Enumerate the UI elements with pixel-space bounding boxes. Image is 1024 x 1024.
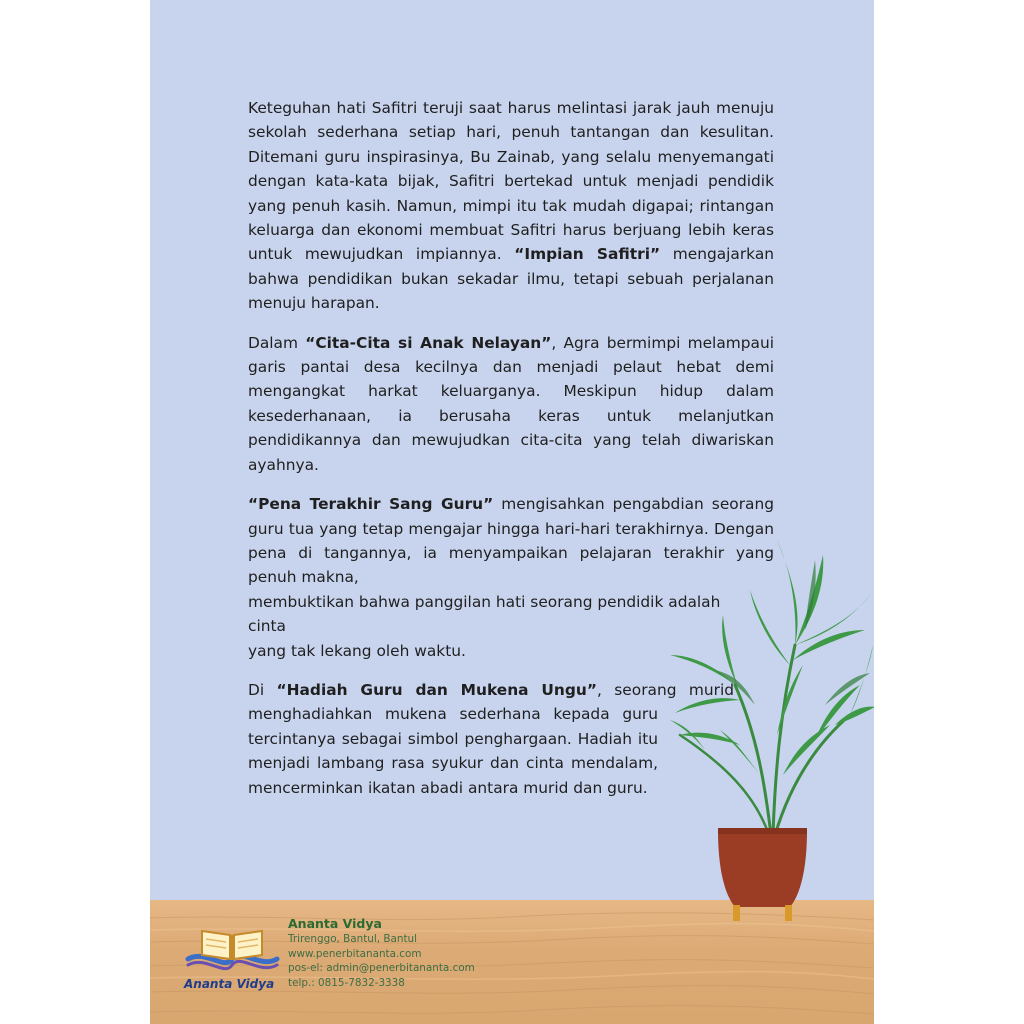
publisher-email: pos-el: admin@penerbitananta.com [288,962,475,974]
potted-palm-illustration [665,535,874,925]
logo-wordmark: Ananta Vidya [184,977,275,991]
publisher-phone: telp.: 0815-7832-3338 [288,976,405,989]
publisher-website: www.penerbitananta.com [288,947,422,960]
pot [718,828,807,921]
paragraph-cita-cita: Dalam “Cita-Cita si Anak Nelayan”, Agra bermimpi melampaui garis pantai desa kecilnya dan menjadi pelaut hebat demi mengangkat harkat keluarganya. Meskipun hidup dalam kesederhanaan, ia berusaha keras untuk melanjutkan pendidikannya dan mewujudkan cita-cita yang telah diwariskan ayahnya. [248,333,774,474]
publisher-name: Ananta Vidya [288,916,382,931]
back-cover [150,0,874,1024]
paragraph-hadiah-guru: Di “Hadiah Guru dan Mukena Ungu”, seorang murid menghadiahkan mukena sederhana kepada guru tercintanya sebagai simbol penghargaan. Hadiah itu menjadi lambang rasa syukur dan cinta mendalam, mencerminkan ikatan abadi antara murid dan guru. [248,680,734,797]
paragraph-pena-terakhir: “Pena Terakhir Sang Guru” mengisahkan pengabdian seorang guru tua yang tetap mengajar hingga hari-hari terakhirnya. Dengan pena di tangannya, ia menyampaikan pelajaran terakhir yang penuh makna, membuktikan bahwa panggilan hati seorang pendidik adalah cinta yang tak lekang oleh waktu. [248,495,774,660]
publisher-info [288,915,475,990]
paragraph-impian-safitri: Keteguhan hati Safitri teruji saat harus melintasi jarak jauh menuju sekolah sederhana setiap hari, penuh tantangan dan kesulitan. Ditemani guru inspirasinya, Bu Zainab, yang selalu menyemangati dengan kata-kata bijak, Safitri bertekad untuk menjadi pendidik yang penuh kasih. Namun, mimpi itu tak mudah digapai; rintangan keluarga dan ekonomi membuat Safitri harus berjuang lebih keras untuk mewujudkan impiannya. “Impian Safitri” mengajarkan bahwa pendidikan bukan sekadar ilmu, tetapi sebuah perjalanan menuju harapan. [248,99,775,313]
open-book-icon [180,919,285,979]
publisher-block [180,915,580,1005]
story-title-pena-terakhir: “Pena Terakhir Sang Guru” [248,495,494,514]
publisher-address: Trirenggo, Bantul, Bantul [288,933,418,945]
story-title-hadiah-guru: “Hadiah Guru dan Mukena Ungu” [276,680,597,699]
publisher-logo [180,919,285,999]
story-title-cita-cita: “Cita-Cita si Anak Nelayan” [305,333,552,352]
story-title-impian-safitri: “Impian Safitri” [514,245,661,264]
